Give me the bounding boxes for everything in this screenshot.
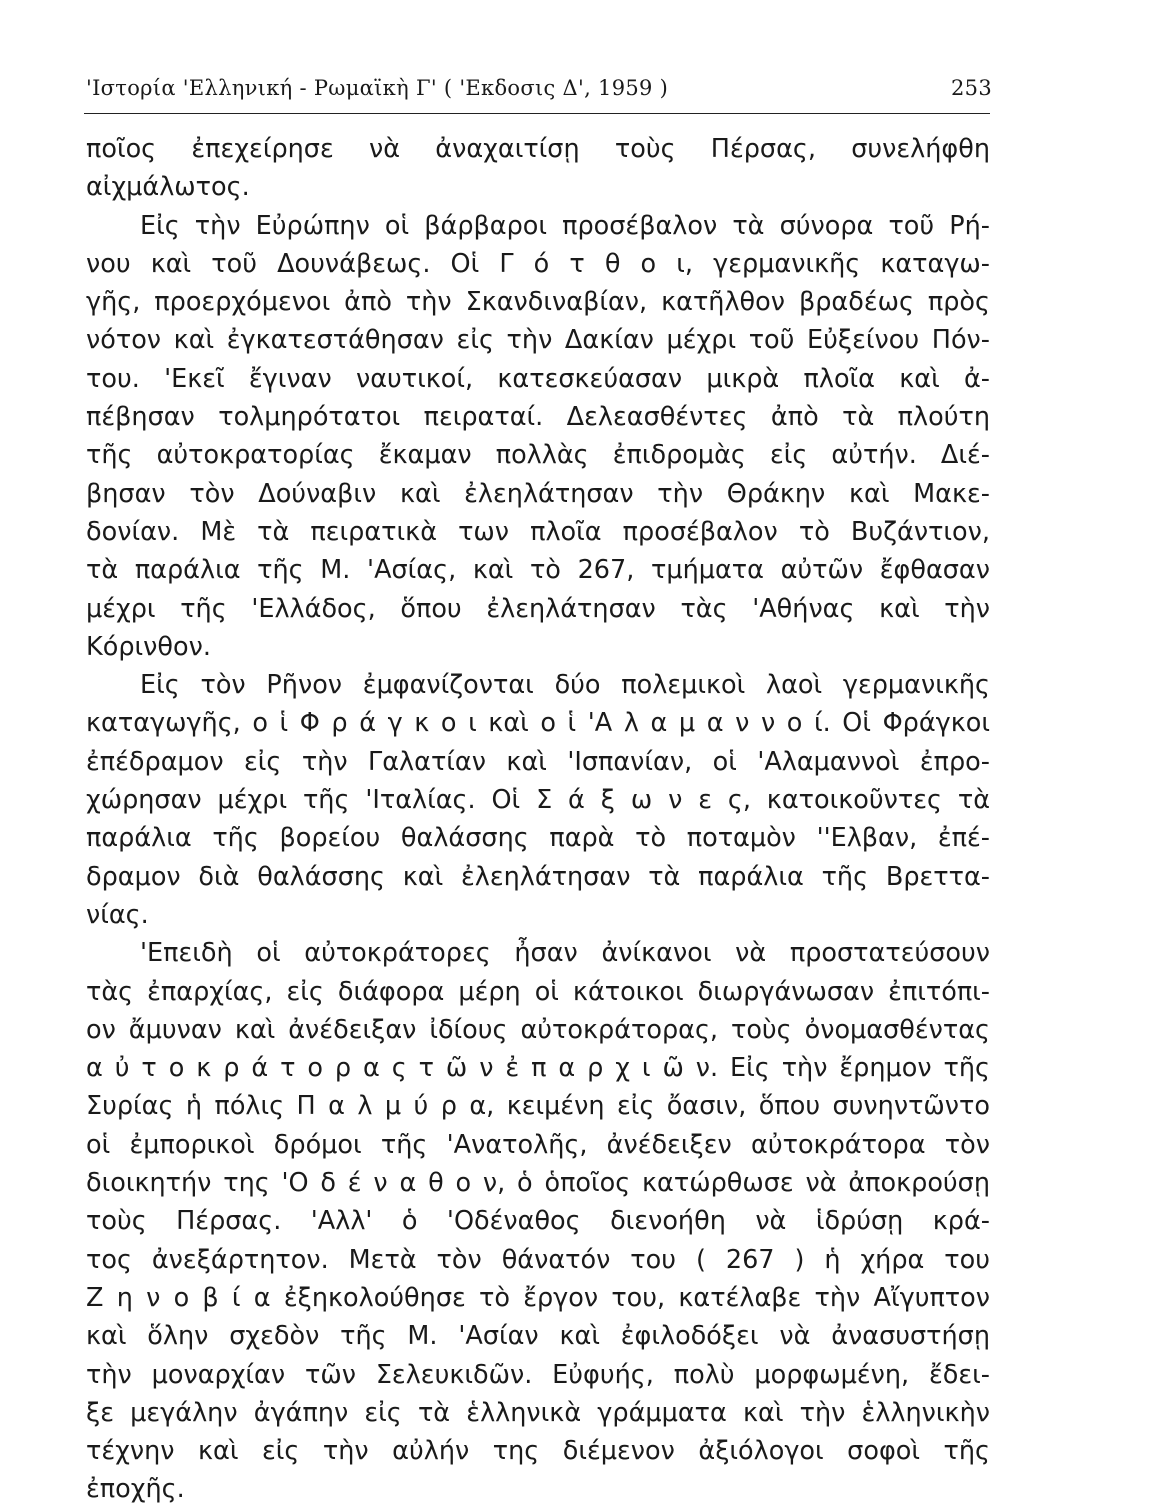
- text-line: γῆς, προερχόμενοι ἀπὸ τὴν Σκανδιναβίαν, κατῆλθον βραδέως πρὸς: [86, 287, 990, 318]
- text-line: τέχνην καὶ εἰς τὴν αὐλήν της διέμενον ἀξιόλογοι σοφοὶ τῆς: [86, 1436, 990, 1467]
- text-line: Κόρινθον.: [86, 631, 211, 662]
- text-line: ἐπέδραμον εἰς τὴν Γαλατίαν καὶ 'Ισπανίαν, οἱ 'Αλαμαννοὶ ἐπρο-: [86, 746, 990, 777]
- text-line: παράλια τῆς βορείου θαλάσσης παρὰ τὸ ποταμὸν ''Ελβαν, ἐπέ-: [86, 823, 990, 854]
- text-line: Εἰς τὸν Ρῆνον ἐμφανίζονται δύο πολεμικοὶ λαοὶ γερμανικῆς: [140, 670, 990, 701]
- header-rule: [84, 113, 990, 114]
- body-text: [86, 130, 990, 1509]
- text-line: τὰ παράλια τῆς Μ. 'Ασίας, καὶ τὸ 267, τμήματα αὐτῶν ἔφθασαν: [86, 555, 990, 586]
- running-title: 'Ιστορία 'Ελληνική - Ρωμαϊκὴ Γ' ( 'Εκδοσις Δ', 1959 ): [86, 76, 669, 100]
- text-line: νου καὶ τοῦ Δουνάβεως. Οἱ Γ ό τ θ ο ι, γερμανικῆς καταγω-: [86, 248, 990, 279]
- text-line: ον ἄμυναν καὶ ἀνέδειξαν ἰδίους αὐτοκράτορας, τοὺς ὀνομασθέντας: [86, 1014, 990, 1045]
- text-line: καταγωγῆς, ο ἱ Φ ρ ά γ κ ο ι καὶ ο ἱ 'Α λ α μ α ν ν ο ί. Οἱ Φράγκοι: [86, 708, 990, 739]
- text-line: οἱ ἐμπορικοὶ δρόμοι τῆς 'Ανατολῆς, ἀνέδειξεν αὐτοκράτορα τὸν: [86, 1129, 990, 1160]
- text-line: τὴν μοναρχίαν τῶν Σελευκιδῶν. Εὐφυής, πολὺ μορφωμένη, ἔδει-: [86, 1359, 990, 1390]
- text-line: νότον καὶ ἐγκατεστάθησαν εἰς τὴν Δακίαν μέχρι τοῦ Εὐξείνου Πόν-: [86, 325, 990, 356]
- text-line: Συρίας ἡ πόλις Π α λ μ ύ ρ α, κειμένη εἰς ὄασιν, ὅπου συνηντῶντο: [86, 1091, 990, 1122]
- text-line: τος ἀνεξάρτητον. Μετὰ τὸν θάνατόν του ( 267 ) ἡ χήρα του: [86, 1244, 990, 1275]
- text-line: πέβησαν τολμηρότατοι πειραταί. Δελεασθέντες ἀπὸ τὰ πλούτη: [86, 402, 990, 433]
- text-line: δραμον διὰ θαλάσσης καὶ ἐλεηλάτησαν τὰ παράλια τῆς Βρεττα-: [86, 861, 990, 892]
- text-line: α ὐ τ ο κ ρ ά τ ο ρ α ς τ ῶ ν ἐ π α ρ χ ι ῶ ν. Εἰς τὴν ἔρημον τῆς: [86, 1053, 990, 1084]
- text-line: νίας.: [86, 899, 149, 930]
- text-line: ποῖος ἐπεχείρησε νὰ ἀναχαιτίσῃ τοὺς Πέρσας, συνελήφθη: [86, 134, 990, 164]
- text-line: 'Επειδὴ οἱ αὐτοκράτορες ἦσαν ἀνίκανοι νὰ προστατεύσουν: [140, 938, 990, 969]
- text-line: ἐποχῆς.: [86, 1474, 185, 1505]
- text-line: Ζ η ν ο β ί α ἐξηκολούθησε τὸ ἔργον του, κατέλαβε τὴν Αἴγυπτον: [86, 1282, 990, 1313]
- text-line: δονίαν. Μὲ τὰ πειρατικὰ των πλοῖα προσέβαλον τὸ Βυζάντιον,: [86, 516, 990, 547]
- text-line: ξε μεγάλην ἀγάπην εἰς τὰ ἑλληνικὰ γράμματα καὶ τὴν ἑλληνικὴν: [86, 1397, 990, 1428]
- text-line: Εἰς τὴν Εὐρώπην οἱ βάρβαροι προσέβαλον τὰ σύνορα τοῦ Ρή-: [140, 210, 990, 241]
- text-line: τὰς ἐπαρχίας, εἰς διάφορα μέρη οἱ κάτοικοι διωργάνωσαν ἐπιτόπι-: [86, 976, 990, 1007]
- text-line: αἰχμάλωτος.: [86, 172, 250, 203]
- running-head: [86, 70, 992, 110]
- text-line: βησαν τὸν Δούναβιν καὶ ἐλεηλάτησαν τὴν Θράκην καὶ Μακε-: [86, 478, 990, 509]
- text-line: διοικητήν της 'Ο δ έ ν α θ ο ν, ὁ ὁποῖος κατώρθωσε νὰ ἀποκρούσῃ: [86, 1168, 990, 1199]
- text-line: μέχρι τῆς 'Ελλάδος, ὅπου ἐλεηλάτησαν τὰς 'Αθήνας καὶ τὴν: [86, 593, 990, 624]
- text-line: του. 'Εκεῖ ἔγιναν ναυτικοί, κατεσκεύασαν μικρὰ πλοῖα καὶ ἀ-: [86, 363, 990, 394]
- text-line: χώρησαν μέχρι τῆς 'Ιταλίας. Οἱ Σ ά ξ ω ν ε ς, κατοικοῦντες τὰ: [86, 785, 990, 816]
- page-number: 253: [951, 76, 992, 100]
- text-line: τοὺς Πέρσας. 'Αλλ' ὁ 'Οδέναθος διενοήθη νὰ ἱδρύσῃ κρά-: [86, 1206, 990, 1237]
- text-line: τῆς αὐτοκρατορίας ἔκαμαν πολλὰς ἐπιδρομὰς εἰς αὐτήν. Διέ-: [86, 440, 990, 471]
- text-line: καὶ ὅλην σχεδὸν τῆς Μ. 'Ασίαν καὶ ἐφιλοδόξει νὰ ἀνασυστήσῃ: [86, 1321, 990, 1352]
